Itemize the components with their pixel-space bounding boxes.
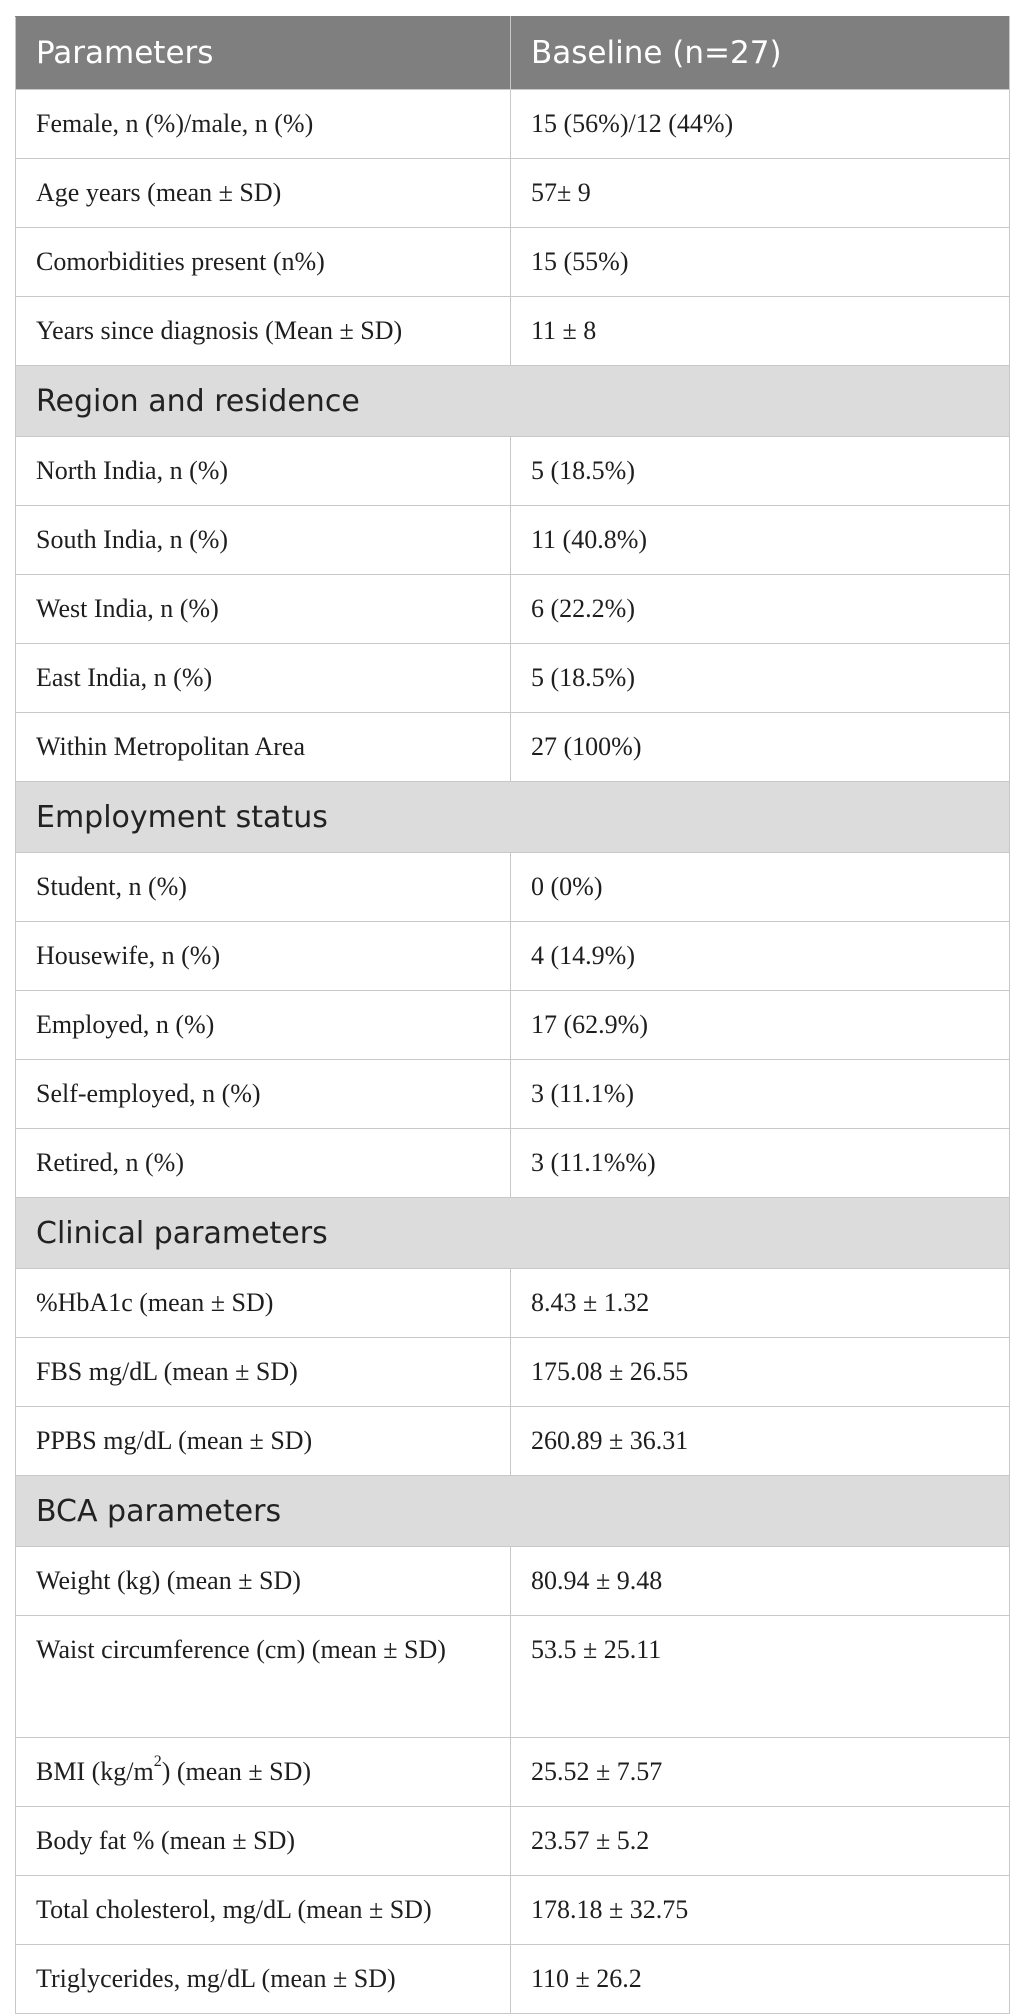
parameter-label: Triglycerides, mg/dL (mean ± SD) bbox=[16, 1945, 511, 2014]
parameter-label: Employed, n (%) bbox=[16, 991, 511, 1060]
section-header-row bbox=[16, 366, 1010, 437]
parameter-label: Student, n (%) bbox=[16, 853, 511, 922]
parameter-label: %HbA1c (mean ± SD) bbox=[16, 1269, 511, 1338]
parameter-label: FBS mg/dL (mean ± SD) bbox=[16, 1338, 511, 1407]
parameter-label: Housewife, n (%) bbox=[16, 922, 511, 991]
parameter-label: PPBS mg/dL (mean ± SD) bbox=[16, 1407, 511, 1476]
superscript: 2 bbox=[153, 1753, 162, 1771]
parameter-label: South India, n (%) bbox=[16, 506, 511, 575]
table-row bbox=[16, 1407, 1010, 1476]
table-row bbox=[16, 1876, 1010, 1945]
parameter-label: Comorbidities present (n%) bbox=[16, 228, 511, 297]
table-row bbox=[16, 159, 1010, 228]
baseline-value: 15 (55%) bbox=[511, 228, 1010, 297]
table-row bbox=[16, 1945, 1010, 2014]
table-row bbox=[16, 1269, 1010, 1338]
baseline-value: 260.89 ± 36.31 bbox=[511, 1407, 1010, 1476]
parameter-label: Waist circumference (cm) (mean ± SD) bbox=[16, 1616, 511, 1738]
table-row bbox=[16, 575, 1010, 644]
table-row bbox=[16, 1616, 1010, 1738]
parameter-label bbox=[16, 1738, 511, 1807]
parameter-label: Female, n (%)/male, n (%) bbox=[16, 90, 511, 159]
table-row bbox=[16, 228, 1010, 297]
baseline-characteristics-table bbox=[15, 16, 1010, 2014]
section-title: Employment status bbox=[16, 782, 1010, 853]
baseline-value: 5 (18.5%) bbox=[511, 644, 1010, 713]
baseline-value: 25.52 ± 7.57 bbox=[511, 1738, 1010, 1807]
baseline-value: 11 ± 8 bbox=[511, 297, 1010, 366]
parameter-label: Within Metropolitan Area bbox=[16, 713, 511, 782]
parameter-label: East India, n (%) bbox=[16, 644, 511, 713]
table-row bbox=[16, 1129, 1010, 1198]
table-row bbox=[16, 644, 1010, 713]
parameter-label: Retired, n (%) bbox=[16, 1129, 511, 1198]
table-row bbox=[16, 991, 1010, 1060]
baseline-value: 15 (56%)/12 (44%) bbox=[511, 90, 1010, 159]
section-title: BCA parameters bbox=[16, 1476, 1010, 1547]
table-row bbox=[16, 1807, 1010, 1876]
table-body bbox=[16, 90, 1010, 2014]
baseline-value: 53.5 ± 25.11 bbox=[511, 1616, 1010, 1738]
table-row bbox=[16, 713, 1010, 782]
table-row bbox=[16, 1060, 1010, 1129]
baseline-value: 23.57 ± 5.2 bbox=[511, 1807, 1010, 1876]
parameter-label: Total cholesterol, mg/dL (mean ± SD) bbox=[16, 1876, 511, 1945]
baseline-value: 57± 9 bbox=[511, 159, 1010, 228]
section-header-row bbox=[16, 782, 1010, 853]
parameter-label: Self-employed, n (%) bbox=[16, 1060, 511, 1129]
table-row bbox=[16, 1738, 1010, 1807]
baseline-value: 11 (40.8%) bbox=[511, 506, 1010, 575]
section-header-row bbox=[16, 1198, 1010, 1269]
header-parameters: Parameters bbox=[16, 17, 511, 90]
table-row bbox=[16, 506, 1010, 575]
parameter-label: Weight (kg) (mean ± SD) bbox=[16, 1547, 511, 1616]
parameter-label-text: ) (mean ± SD) bbox=[161, 1757, 312, 1786]
section-title: Region and residence bbox=[16, 366, 1010, 437]
baseline-value: 178.18 ± 32.75 bbox=[511, 1876, 1010, 1945]
table-row bbox=[16, 853, 1010, 922]
parameter-label: Age years (mean ± SD) bbox=[16, 159, 511, 228]
parameter-label-text: BMI (kg/m bbox=[36, 1757, 154, 1786]
baseline-value: 110 ± 26.2 bbox=[511, 1945, 1010, 2014]
table-row bbox=[16, 297, 1010, 366]
baseline-value: 8.43 ± 1.32 bbox=[511, 1269, 1010, 1338]
baseline-value: 17 (62.9%) bbox=[511, 991, 1010, 1060]
section-title: Clinical parameters bbox=[16, 1198, 1010, 1269]
baseline-value: 80.94 ± 9.48 bbox=[511, 1547, 1010, 1616]
baseline-value: 5 (18.5%) bbox=[511, 437, 1010, 506]
parameter-label: North India, n (%) bbox=[16, 437, 511, 506]
baseline-value: 175.08 ± 26.55 bbox=[511, 1338, 1010, 1407]
header-row bbox=[16, 17, 1010, 90]
baseline-value: 27 (100%) bbox=[511, 713, 1010, 782]
table-row bbox=[16, 1547, 1010, 1616]
table-row bbox=[16, 922, 1010, 991]
baseline-value: 4 (14.9%) bbox=[511, 922, 1010, 991]
table-row bbox=[16, 437, 1010, 506]
table-row bbox=[16, 1338, 1010, 1407]
parameter-label: Years since diagnosis (Mean ± SD) bbox=[16, 297, 511, 366]
header-baseline: Baseline (n=27) bbox=[511, 17, 1010, 90]
baseline-value: 3 (11.1%%) bbox=[511, 1129, 1010, 1198]
baseline-value: 0 (0%) bbox=[511, 853, 1010, 922]
parameter-label: Body fat % (mean ± SD) bbox=[16, 1807, 511, 1876]
baseline-value: 3 (11.1%) bbox=[511, 1060, 1010, 1129]
table-row bbox=[16, 90, 1010, 159]
parameter-label: West India, n (%) bbox=[16, 575, 511, 644]
table-header bbox=[16, 17, 1010, 90]
baseline-value: 6 (22.2%) bbox=[511, 575, 1010, 644]
section-header-row bbox=[16, 1476, 1010, 1547]
